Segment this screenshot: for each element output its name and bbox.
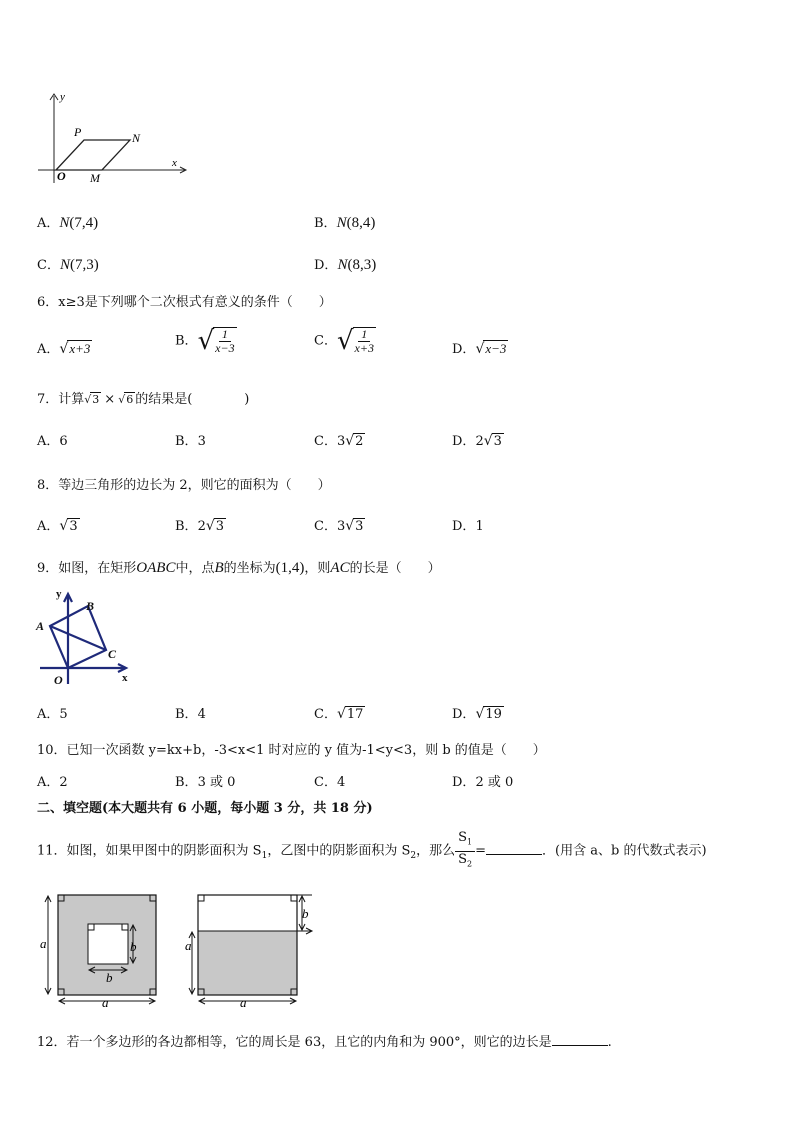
parallelogram-opnm xyxy=(56,140,130,170)
q9-stem xyxy=(37,557,441,577)
q11-stem xyxy=(37,830,707,872)
q5-option-a[interactable] xyxy=(37,212,98,232)
radicand: 3 xyxy=(69,519,78,534)
label-y: y xyxy=(56,588,62,600)
q8-option-a[interactable] xyxy=(37,515,80,534)
option-label: A． xyxy=(37,434,60,449)
times-sign: × xyxy=(104,392,116,407)
q8-option-d[interactable] xyxy=(452,515,484,534)
label-a: A xyxy=(36,619,45,633)
label-b: b xyxy=(106,970,113,985)
label-n: N xyxy=(132,131,141,145)
label-c: C xyxy=(108,647,117,661)
q9-figure xyxy=(34,586,138,690)
q6-option-c[interactable] xyxy=(314,326,376,356)
q11-figure-yi xyxy=(184,888,324,1010)
corner-mark xyxy=(198,895,204,901)
radicand: x−3 xyxy=(485,341,507,356)
point-coord: (7,4) xyxy=(69,215,99,231)
q6-option-d[interactable] xyxy=(452,338,508,357)
q6-option-b[interactable] xyxy=(175,326,237,356)
coefficient: 2 xyxy=(197,519,206,534)
radicand: 2 xyxy=(355,434,364,449)
sqrt-sign: √ xyxy=(205,518,215,534)
equals-sign: = xyxy=(475,843,487,859)
sqrt-sign: √ xyxy=(483,433,493,449)
point-coord: (1,4) xyxy=(275,560,305,576)
point-name: N xyxy=(59,257,70,273)
answer-blank[interactable] xyxy=(552,1033,608,1046)
stem-text: 的坐标为 xyxy=(223,561,276,576)
stem-text: 的长是（ ） xyxy=(349,561,441,576)
sqrt-sign: √ xyxy=(345,518,355,534)
q6-option-a[interactable] xyxy=(37,338,92,357)
point-name: N xyxy=(337,257,348,273)
label-o: O xyxy=(54,673,63,687)
q11-figure-jia xyxy=(36,888,166,1010)
subscript: 2 xyxy=(410,851,417,862)
radicand: 3 xyxy=(215,519,225,534)
point-name: N xyxy=(59,215,70,231)
q10-option-d[interactable] xyxy=(452,771,513,790)
q8-stem: 8．等边三角形的边长为 2，则它的面积为（ ） xyxy=(37,478,331,493)
q7-option-c[interactable] xyxy=(314,430,365,449)
sqrt-sign: √ xyxy=(59,341,69,357)
fraction-numerator xyxy=(455,830,475,852)
section-heading: 二、填空题(本大题共有 6 小题，每小题 3 分，共 18 分) xyxy=(37,801,373,816)
sqrt-sign: √ xyxy=(84,393,92,406)
option-label: A． xyxy=(37,775,60,790)
option-label: D． xyxy=(452,342,476,357)
option-label: C． xyxy=(314,707,337,722)
radicand: 19 xyxy=(485,707,502,722)
radicand: x+3 xyxy=(69,341,91,356)
option-label: B． xyxy=(175,775,198,790)
option-label: C． xyxy=(314,434,337,449)
q9-option-c[interactable] xyxy=(314,703,365,722)
subscript: 1 xyxy=(467,837,473,847)
option-label: B． xyxy=(175,434,198,449)
point-coord: (8,4) xyxy=(346,215,376,231)
subscript: 2 xyxy=(467,859,473,869)
option-label: B． xyxy=(175,707,198,722)
option-label: C． xyxy=(314,519,337,534)
q9-option-a[interactable] xyxy=(37,703,68,722)
corner-mark xyxy=(291,895,297,901)
sqrt-sign: √ xyxy=(336,706,346,722)
label-b: b xyxy=(302,906,309,921)
stem-text: ，那么 xyxy=(416,843,456,859)
q7-option-d[interactable] xyxy=(452,430,504,449)
rect-name: OABC xyxy=(136,560,176,576)
stem-text: ，则 xyxy=(304,561,331,576)
option-label: A． xyxy=(37,707,60,722)
fraction-numerator: 1 xyxy=(358,328,370,342)
label-b: b xyxy=(130,939,137,954)
stem-text: 11．如图，如果甲图中的阴影面积为 S xyxy=(37,843,262,859)
stem-text: 7．计算 xyxy=(37,392,85,407)
segment-name: AC xyxy=(330,560,350,576)
stem-text: ．(用含 a、b 的代数式表示) xyxy=(542,843,707,859)
radicand: 3 xyxy=(493,434,502,449)
radicand: 3 xyxy=(92,393,100,406)
stem-text: . xyxy=(607,1035,612,1050)
option-label: A． xyxy=(37,342,60,357)
q8-option-b[interactable] xyxy=(175,515,226,534)
q9-option-b[interactable] xyxy=(175,703,206,722)
option-value: 2 或 0 xyxy=(475,775,514,790)
option-label: B． xyxy=(314,216,337,231)
option-label: D． xyxy=(452,434,476,449)
option-label: B． xyxy=(175,333,198,349)
option-label: A． xyxy=(37,519,60,534)
option-value: 5 xyxy=(59,707,68,722)
q8-option-c[interactable] xyxy=(314,515,365,534)
fraction-numerator: 1 xyxy=(219,328,231,342)
q5-figure xyxy=(36,88,196,188)
point-coord: (8,3) xyxy=(347,257,377,273)
option-label: D． xyxy=(452,775,476,790)
label-x: x xyxy=(122,672,128,684)
answer-blank[interactable] xyxy=(486,854,542,855)
q5-option-c[interactable] xyxy=(37,254,99,274)
q7-option-a[interactable] xyxy=(37,430,68,449)
subscript: 1 xyxy=(261,851,268,862)
sqrt-sign: √ xyxy=(197,326,215,356)
fraction-denominator xyxy=(458,852,472,873)
label-a: a xyxy=(240,995,247,1010)
option-label: A． xyxy=(37,216,60,231)
q7-stem xyxy=(37,388,249,407)
q5-option-b[interactable] xyxy=(314,212,375,232)
sqrt-sign: √ xyxy=(475,706,485,722)
label-a: a xyxy=(40,936,47,951)
sqrt-sign: √ xyxy=(118,393,126,406)
q7-option-b[interactable] xyxy=(175,430,206,449)
fraction-denominator: x+3 xyxy=(354,341,374,355)
stem-text: 中，点 xyxy=(175,561,215,576)
fraction-denominator: x−3 xyxy=(215,341,235,355)
label-m: M xyxy=(90,171,100,185)
option-label: C． xyxy=(314,775,337,790)
option-value: 3 或 0 xyxy=(197,775,236,790)
q10-option-c[interactable] xyxy=(314,771,345,790)
label-p: P xyxy=(74,125,82,139)
label-o: O xyxy=(57,169,66,183)
shaded-rectangle xyxy=(198,931,297,995)
option-value: 1 xyxy=(475,519,484,534)
q12-stem xyxy=(37,1031,612,1050)
option-label: C． xyxy=(314,333,337,349)
radicand: 17 xyxy=(346,707,364,722)
radicand: 6 xyxy=(126,393,134,406)
coefficient: 2 xyxy=(475,434,484,449)
option-label: D． xyxy=(452,707,476,722)
label-x: x xyxy=(172,157,177,169)
label-b: B xyxy=(86,599,95,613)
q9-option-d[interactable] xyxy=(452,703,504,722)
option-label: D． xyxy=(452,519,476,534)
option-label: B． xyxy=(175,519,198,534)
label-a: a xyxy=(102,995,109,1010)
sqrt-sign: √ xyxy=(475,341,485,357)
point-name: B xyxy=(214,560,224,576)
q6-stem: 6．x≥3是下列哪个二次根式有意义的条件（ ） xyxy=(37,295,332,310)
point-coord: (7,3) xyxy=(69,257,99,273)
stem-text: 的结果是( ) xyxy=(135,392,250,407)
coefficient: 3 xyxy=(336,519,346,534)
radicand: 3 xyxy=(355,519,364,534)
sqrt-sign: √ xyxy=(336,326,354,356)
option-value: 4 xyxy=(336,775,346,790)
option-value: 4 xyxy=(197,707,206,722)
option-value: 3 xyxy=(197,434,206,449)
option-value: 2 xyxy=(59,775,68,790)
denominator-letter: S xyxy=(458,851,468,867)
numerator-letter: S xyxy=(458,830,468,845)
stem-text: ，乙图中的阴影面积为 S xyxy=(267,843,411,859)
label-y: y xyxy=(60,91,65,103)
q10-option-a[interactable] xyxy=(37,771,68,790)
q5-option-d[interactable] xyxy=(314,254,376,274)
coefficient: 3 xyxy=(336,434,346,449)
q10-stem: 10．已知一次函数 y=kx+b，-3<x<1 时对应的 y 值为-1<y<3，则 b 的值是（ ） xyxy=(37,743,546,758)
option-label: C． xyxy=(37,258,60,273)
option-value: 6 xyxy=(59,434,68,449)
sqrt-sign: √ xyxy=(59,518,69,534)
option-label: D． xyxy=(314,258,338,273)
stem-text: 12．若一个多边形的各边都相等，它的周长是 63，且它的内角和为 900°，则它的边长是 xyxy=(37,1035,552,1050)
stem-text: 9．如图，在矩形 xyxy=(37,561,137,576)
point-name: N xyxy=(336,215,347,231)
label-a: a xyxy=(185,938,192,953)
q10-option-b[interactable] xyxy=(175,771,235,790)
sqrt-sign: √ xyxy=(345,433,355,449)
